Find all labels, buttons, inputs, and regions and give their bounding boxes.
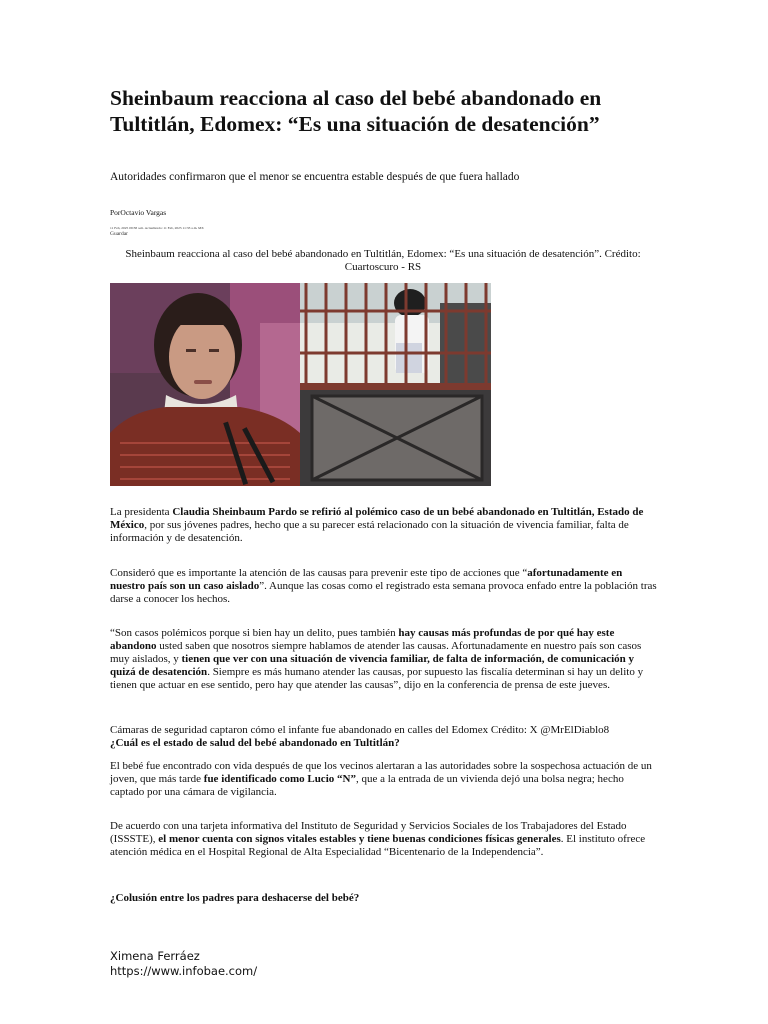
paragraph-5: De acuerdo con una tarjeta informativa del Instituto de Seguridad y Servicios Sociales de los Trabajadores del Estado (ISSSTE), el menor cuenta con signos vitales estables y tiene buenas condiciones físicas generales. El instituto ofrece atención médica en el Hospital Regional de Alta Especialidad “Bicentenario de la Independencia”. [110, 820, 646, 858]
paragraph-3: “Son casos polémicos porque si bien hay un delito, pues también hay causas más profundas de por qué hay este abandono usted saben que nosotros siempre hablamos de atender las causas. Afortunadamente en nuestro país son casos muy aislados, y tienen que ver con una situación de vivencia familiar, de falta de información, de comunicación y quizá de desatención. Siempre es más humano atender las causas, por supuesto las fiscalía determinan si hay un delito y tienen que actuar en ese sentido, pero hay que atender las causas”, dijo en la conferencia de prensa de este jueves. [110, 627, 644, 691]
video-caption: Cámaras de seguridad captaron cómo el infante fue abandonado en calles del Edomex Crédito: X @MrElDiablo8 [110, 724, 610, 736]
image-caption: Sheinbaum reacciona al caso del bebé abandonado en Tultitlán, Edomex: “Es una situación de desatención”. Crédito: Cuartoscuro - RS [125, 248, 641, 273]
author-byline[interactable]: PorOctavio Vargas [110, 208, 167, 217]
paragraph-4: El bebé fue encontrado con vida después de que los vecinos alertaran a las autoridades sobre la sospechosa actuación de un joven, que más tarde fue identificado como Lucio “N”, que a la entrada de un vivienda dejó una bolsa negra; hecho captado por una cámara de vigilancia. [110, 760, 652, 798]
paragraph-1: La presidenta Claudia Sheinbaum Pardo se refirió al polémico caso de un bebé abandonado en Tultitlán, Estado de México, por sus jóvenes padres, hecho que a su parecer está relacionado con la situación de vivencia familiar, falta de información y de desatención. [110, 506, 644, 544]
article-subtitle: Autoridades confirmaron que el menor se encuentra estable después de que fuera hallado [110, 171, 520, 183]
article-title: Sheinbaum reacciona al caso del bebé abandonado en Tultitlán, Edomex: “Es una situación de desatención” [110, 86, 602, 136]
footer [110, 949, 257, 978]
footer-source-url[interactable]: https://www.infobae.com/ [110, 963, 258, 978]
section-heading-collusion: ¿Colusión entre los padres para deshacerse del bebé? [110, 892, 360, 904]
article-photo [110, 283, 491, 486]
footer-author: Ximena Ferráez [110, 949, 200, 963]
section-heading-health: ¿Cuál es el estado de salud del bebé abandonado en Tultitlán? [110, 737, 400, 749]
publish-dateline: 11 Feb, 2025 09:38 a.m. Actualizado: 11 Feb, 2025 11:33 a.m. MX [110, 226, 204, 230]
save-link[interactable]: Guardar [110, 231, 129, 237]
paragraph-2: Consideró que es importante la atención de las causas para prevenir este tipo de acciones que “afortunadamente en nuestro país son un caso aislado”. Aunque las cosas como el registrado esta semana provoca enfado entre la población tras darse a conocer los hechos. [110, 567, 657, 605]
